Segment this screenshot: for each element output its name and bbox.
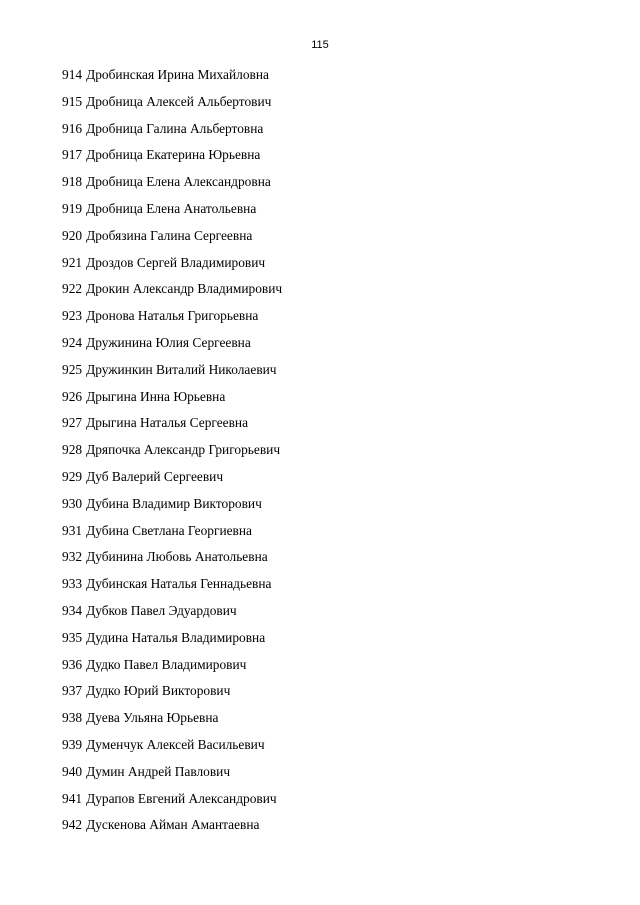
list-item [62, 332, 282, 359]
list-item [62, 520, 282, 547]
entry-number: 936 [62, 656, 83, 672]
list-item [62, 198, 282, 225]
entry-name: Дубинина Любовь Анатольевна [86, 549, 268, 565]
entry-number: 931 [62, 522, 83, 538]
entry-number: 918 [62, 174, 83, 190]
entry-name: Дружинина Юлия Сергеевна [86, 334, 251, 350]
list-item [62, 573, 282, 600]
entry-number: 920 [62, 227, 83, 243]
entry-name: Дробница Екатерина Юрьевна [86, 147, 261, 163]
entry-number: 924 [62, 334, 83, 350]
entry-name: Дронова Наталья Григорьевна [86, 308, 259, 324]
entry-number: 917 [62, 147, 83, 163]
entry-number: 939 [62, 736, 83, 752]
list-item [62, 278, 282, 305]
entry-number: 919 [62, 200, 83, 216]
entry-number: 942 [62, 817, 83, 833]
list-item [62, 171, 282, 198]
list-item [62, 654, 282, 681]
entry-number: 930 [62, 495, 83, 511]
list-item [62, 761, 282, 788]
entry-number: 922 [62, 281, 83, 297]
entry-number: 929 [62, 468, 83, 484]
entry-number: 916 [62, 120, 83, 136]
name-list [62, 64, 282, 841]
entry-name: Дурапов Евгений Александрович [86, 790, 277, 806]
list-item [62, 734, 282, 761]
entry-name: Думенчук Алексей Васильевич [86, 736, 265, 752]
entry-name: Дубков Павел Эдуардович [86, 602, 237, 618]
list-item [62, 680, 282, 707]
page-number: 115 [311, 39, 329, 51]
entry-name: Дудко Юрий Викторович [86, 683, 231, 699]
entry-name: Дрыгина Инна Юрьевна [86, 388, 226, 404]
entry-name: Дробница Алексей Альбертович [86, 93, 272, 109]
entry-number: 914 [62, 67, 83, 82]
list-item [62, 493, 282, 520]
entry-number: 923 [62, 308, 83, 324]
list-item [62, 814, 282, 841]
entry-number: 937 [62, 683, 83, 699]
entry-name: Дубина Светлана Георгиевна [86, 522, 252, 538]
list-item [62, 252, 282, 279]
entry-name: Дудко Павел Владимирович [86, 656, 247, 672]
list-item [62, 359, 282, 386]
list-item [62, 64, 282, 91]
list-item [62, 144, 282, 171]
entry-name: Дрыгина Наталья Сергеевна [86, 415, 249, 431]
list-item [62, 386, 282, 413]
entry-number: 933 [62, 576, 83, 592]
list-item [62, 225, 282, 252]
entry-name: Дробница Галина Альбертовна [86, 120, 264, 136]
entry-name: Дроздов Сергей Владимирович [86, 254, 266, 270]
entry-number: 927 [62, 415, 83, 431]
entry-name: Дуева Ульяна Юрьевна [86, 710, 219, 726]
list-item [62, 707, 282, 734]
entry-name: Дрокин Александр Владимирович [86, 281, 283, 297]
entry-number: 928 [62, 442, 83, 458]
list-item [62, 439, 282, 466]
entry-name: Дубинская Наталья Геннадьевна [86, 576, 272, 592]
list-item [62, 788, 282, 815]
entry-number: 938 [62, 710, 83, 726]
entry-number: 934 [62, 602, 83, 618]
entry-name: Дубина Владимир Викторович [86, 495, 262, 511]
list-item [62, 600, 282, 627]
entry-name: Думин Андрей Павлович [86, 763, 231, 779]
list-item [62, 412, 282, 439]
entry-number: 935 [62, 629, 83, 645]
list-item [62, 627, 282, 654]
entry-name: Дробязина Галина Сергеевна [86, 227, 253, 243]
entry-name: Дускенова Айман Амантаевна [86, 817, 260, 833]
list-item [62, 466, 282, 493]
list-item [62, 546, 282, 573]
entry-number: 926 [62, 388, 83, 404]
list-item [62, 305, 282, 332]
entry-number: 941 [62, 790, 83, 806]
entry-name: Дудина Наталья Владимировна [86, 629, 266, 645]
list-item [62, 118, 282, 145]
entry-name: Дробница Елена Анатольевна [86, 200, 257, 216]
entry-number: 925 [62, 361, 83, 377]
entry-number: 932 [62, 549, 83, 565]
entry-number: 915 [62, 93, 83, 109]
entry-name: Дробница Елена Александровна [86, 174, 271, 190]
entry-name: Дружинкин Виталий Николаевич [86, 361, 277, 377]
entry-name: Дуб Валерий Сергеевич [86, 468, 224, 484]
entry-name: Дробинская Ирина Михайловна [86, 67, 269, 82]
entry-number: 921 [62, 254, 83, 270]
entry-name: Дряпочка Александр Григорьевич [86, 442, 281, 458]
list-item [62, 91, 282, 118]
entry-number: 940 [62, 763, 83, 779]
